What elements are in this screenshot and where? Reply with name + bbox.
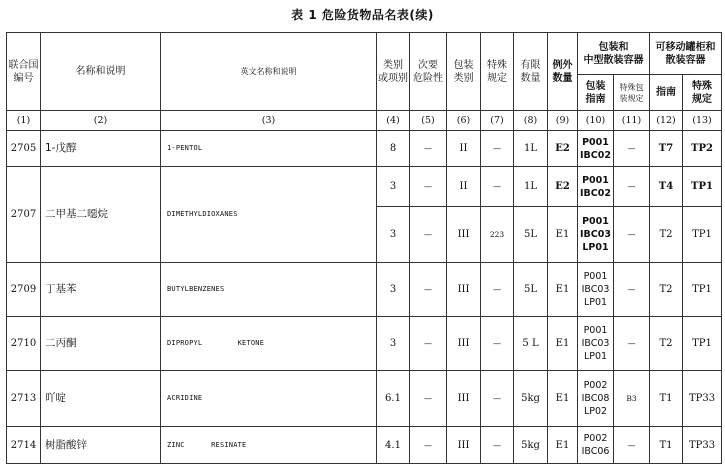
packing-instruction: P001 IBC02: [578, 167, 614, 207]
name-cn: 树脂酸锌: [41, 427, 161, 464]
tank-instruction: T2: [650, 207, 683, 263]
name-en: DIPROPYL KETONE: [161, 317, 377, 371]
header-pkg-instr: 包装 指南: [578, 75, 614, 111]
col-number: (3): [161, 111, 377, 131]
col-number: (6): [447, 111, 481, 131]
class: 8: [377, 131, 410, 167]
class: 4.1: [377, 427, 410, 464]
packing-instruction: P001 IBC03 LP01: [578, 263, 614, 317]
packing-special: —: [614, 427, 650, 464]
header-packing-group: 包装 类别: [447, 33, 481, 111]
subsidiary-risk: —: [410, 263, 447, 317]
name-en: 1-PENTOL: [161, 131, 377, 167]
name-en: ACRIDINE: [161, 371, 377, 427]
header-subsidiary: 次要 危险性: [410, 33, 447, 111]
col-number: (9): [548, 111, 578, 131]
tank-instruction: T2: [650, 263, 683, 317]
header-special: 特殊 规定: [481, 33, 514, 111]
tank-special: TP1: [683, 263, 722, 317]
col-number: (4): [377, 111, 410, 131]
header-pkg-special: 特殊包 装规定: [614, 75, 650, 111]
subsidiary-risk: —: [410, 207, 447, 263]
packing-group: III: [447, 207, 481, 263]
tank-instruction: T1: [650, 371, 683, 427]
name-en: BUTYLBENZENES: [161, 263, 377, 317]
name-cn: 1-戊醇: [41, 131, 161, 167]
header-tank-instr: 指南: [650, 75, 683, 111]
header-ibc-group: 包装和 中型散装容器: [578, 33, 650, 75]
un-number: 2713: [7, 371, 41, 427]
col-number: (8): [514, 111, 548, 131]
packing-special: —: [614, 131, 650, 167]
special-provision: —: [481, 167, 514, 207]
col-number: (7): [481, 111, 514, 131]
header-excepted: 例外 数量: [548, 33, 578, 111]
table-row: [7, 371, 722, 427]
name-en: ZINC RESINATE: [161, 427, 377, 464]
packing-instruction: P002 IBC06: [578, 427, 614, 464]
subsidiary-risk: —: [410, 317, 447, 371]
special-provision: —: [481, 427, 514, 464]
special-provision: —: [481, 317, 514, 371]
dangerous-goods-table: [6, 32, 722, 464]
name-cn: 吖啶: [41, 371, 161, 427]
packing-group: III: [447, 317, 481, 371]
un-number: 2709: [7, 263, 41, 317]
tank-instruction: T1: [650, 427, 683, 464]
packing-special: —: [614, 317, 650, 371]
header-name-cn: 名称和说明: [41, 33, 161, 111]
name-cn: 二丙酮: [41, 317, 161, 371]
table-row: [7, 427, 722, 464]
name-cn: 二甲基二噁烷: [41, 167, 161, 263]
un-number: 2714: [7, 427, 41, 464]
tank-special: TP1: [683, 167, 722, 207]
limited-quantity: 5L: [514, 263, 548, 317]
limited-quantity: 5 L: [514, 317, 548, 371]
packing-group: II: [447, 131, 481, 167]
un-number: 2705: [7, 131, 41, 167]
excepted-quantity: E1: [548, 263, 578, 317]
subsidiary-risk: —: [410, 167, 447, 207]
subsidiary-risk: —: [410, 131, 447, 167]
limited-quantity: 1L: [514, 131, 548, 167]
table-title: 表 1 危险货物品名表(续): [291, 8, 434, 22]
packing-instruction: P001 IBC02: [578, 131, 614, 167]
packing-group: III: [447, 371, 481, 427]
header-limited: 有限 数量: [514, 33, 548, 111]
header-class: 类别 或项别: [377, 33, 410, 111]
tank-special: TP2: [683, 131, 722, 167]
packing-group: II: [447, 167, 481, 207]
limited-quantity: 5L: [514, 207, 548, 263]
packing-instruction: P001 IBC03 LP01: [578, 317, 614, 371]
table-row: [7, 317, 722, 371]
un-number: 2707: [7, 167, 41, 263]
limited-quantity: 5kg: [514, 427, 548, 464]
limited-quantity: 5kg: [514, 371, 548, 427]
col-number: (12): [650, 111, 683, 131]
table-row: [7, 263, 722, 317]
excepted-quantity: E1: [548, 207, 578, 263]
special-provision: 223: [481, 207, 514, 263]
special-provision: —: [481, 263, 514, 317]
excepted-quantity: E2: [548, 167, 578, 207]
class: 6.1: [377, 371, 410, 427]
packing-instruction: P001 IBC03 LP01: [578, 207, 614, 263]
excepted-quantity: E2: [548, 131, 578, 167]
tank-special: TP33: [683, 371, 722, 427]
header-tank-special: 特殊 规定: [683, 75, 722, 111]
class: 3: [377, 263, 410, 317]
col-number: (5): [410, 111, 447, 131]
un-number: 2710: [7, 317, 41, 371]
tank-instruction: T2: [650, 317, 683, 371]
col-number: (13): [683, 111, 722, 131]
table-row: [7, 167, 722, 207]
class: 3: [377, 317, 410, 371]
packing-group: III: [447, 427, 481, 464]
col-number: (1): [7, 111, 41, 131]
limited-quantity: 1L: [514, 167, 548, 207]
header-un-no: 联合国 编号: [7, 33, 41, 111]
col-number: (10): [578, 111, 614, 131]
col-number: (2): [41, 111, 161, 131]
header-tank-group: 可移动罐柜和 散装容器: [650, 33, 722, 75]
excepted-quantity: E1: [548, 371, 578, 427]
name-cn: 丁基苯: [41, 263, 161, 317]
packing-special: —: [614, 167, 650, 207]
class: 3: [377, 167, 410, 207]
name-en: DIMETHYLDIOXANES: [161, 167, 377, 263]
class: 3: [377, 207, 410, 263]
special-provision: —: [481, 131, 514, 167]
tank-special: TP33: [683, 427, 722, 464]
packing-special: —: [614, 263, 650, 317]
excepted-quantity: E1: [548, 427, 578, 464]
tank-special: TP1: [683, 317, 722, 371]
packing-instruction: P002 IBC08 LP02: [578, 371, 614, 427]
special-provision: —: [481, 371, 514, 427]
tank-instruction: T4: [650, 167, 683, 207]
subsidiary-risk: —: [410, 427, 447, 464]
packing-group: III: [447, 263, 481, 317]
tank-instruction: T7: [650, 131, 683, 167]
tank-special: TP1: [683, 207, 722, 263]
packing-special: B3: [614, 371, 650, 427]
table-row: [7, 131, 722, 167]
packing-special: —: [614, 207, 650, 263]
subsidiary-risk: —: [410, 371, 447, 427]
col-number: (11): [614, 111, 650, 131]
excepted-quantity: E1: [548, 317, 578, 371]
header-name-en: 英文名称和说明: [161, 33, 377, 111]
